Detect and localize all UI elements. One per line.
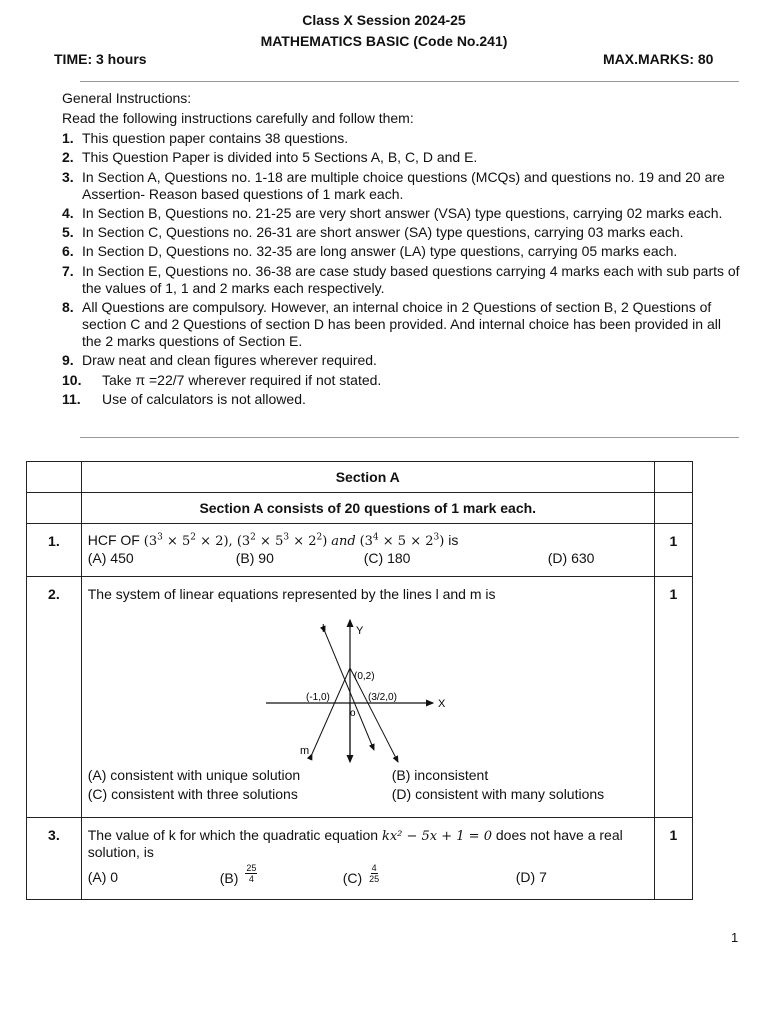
- general-instructions: [62, 90, 742, 410]
- section-subtitle: Section A consists of 20 questions of 1 mark each.: [81, 493, 654, 524]
- question-marks: 1: [654, 577, 692, 818]
- instruction-item: 10. Take π =22/7 wherever required if not stated.: [62, 371, 382, 388]
- instruction-item: 9. Draw neat and clean figures wherever required.: [62, 352, 377, 369]
- line-m: [312, 668, 350, 754]
- line-graph: [88, 602, 648, 767]
- divider: [80, 437, 739, 438]
- question-body: [81, 818, 654, 900]
- question-marks: 1: [654, 524, 692, 577]
- option-c: (C) consistent with three solutions: [87, 786, 298, 802]
- question-marks: 1: [654, 818, 692, 900]
- question-body: [81, 577, 654, 818]
- line-m-lower: [350, 668, 398, 762]
- instructions-heading: General Instructions:: [62, 90, 192, 106]
- instruction-item: 5. In Section C, Questions no. 26-31 are short answer (SA) type questions, carrying 03 marks each.: [62, 224, 684, 241]
- label-origin: o: [349, 708, 356, 719]
- divider: [80, 81, 739, 82]
- label-m: m: [299, 745, 309, 757]
- question-number: 1.: [27, 524, 82, 577]
- time-label: TIME: 3 hours: [54, 51, 147, 67]
- question-row: [27, 577, 693, 818]
- page-number: 1: [731, 930, 739, 945]
- question-number: 2.: [27, 577, 82, 818]
- instruction-item: 8. All Questions are compulsory. However, an internal choice in 2 Questions of section B, 2 Questions of section C and 2 Questions of section D has been provided. And internal choice has been provided in all the 2 marks questions of Section E.: [62, 299, 721, 350]
- option-a: (A) 0: [87, 869, 119, 885]
- instructions-intro: Read the following instructions carefully and follow them:: [62, 110, 414, 126]
- section-title: Section A: [81, 462, 654, 493]
- label-y: Y: [355, 625, 364, 637]
- option-d: (D) consistent with many solutions: [391, 786, 605, 802]
- option-a: (A) 450: [87, 550, 134, 566]
- option-c: (C) 180: [363, 550, 411, 566]
- question-row: [27, 524, 693, 577]
- option-b: (B) inconsistent: [391, 767, 489, 783]
- label-l: l: [321, 623, 325, 635]
- question-text: The value of k for which the quadratic equation kx² − 5x + 1 = 0 does not have a real solution, is: [87, 827, 623, 860]
- question-number: 3.: [27, 818, 82, 900]
- option-d: (D) 7: [515, 869, 547, 885]
- question-table: [26, 461, 693, 900]
- instruction-item: 7. In Section E, Questions no. 36-38 are case study based questions carrying 4 marks each with sub parts of the values of 1, 1 and 2 marks each respectively.: [62, 262, 740, 296]
- label-point-0-2: (0,2): [353, 671, 375, 682]
- instruction-item: 4. In Section B, Questions no. 21-25 are very short answer (VSA) type questions, carrying 02 marks each.: [62, 204, 723, 221]
- option-b: (B) 90: [235, 550, 274, 566]
- session-title: Class X Session 2024-25: [302, 12, 466, 28]
- instruction-item: 11. Use of calculators is not allowed.: [62, 390, 306, 407]
- instruction-item: 1. This question paper contains 38 questions.: [62, 130, 349, 146]
- question-text: HCF OF $(3^3 \times 5^2 \times 2)$, $(3^2 \times 5^3 \times 2^2)$ and $(3^4 \times 5 \times 2^3)$ is: [87, 532, 459, 549]
- option-a: (A) consistent with unique solution: [87, 767, 301, 783]
- instructions-list: [62, 130, 742, 408]
- option-b: (B) $\frac{25}{4}$: [219, 863, 257, 887]
- subject-title: MATHEMATICS BASIC (Code No.241): [260, 33, 508, 49]
- instruction-item: 2. This Question Paper is divided into 5 Sections A, B, C, D and E.: [62, 149, 478, 166]
- question-text: The system of linear equations represented by the lines l and m is: [87, 586, 496, 602]
- question-body: [81, 524, 654, 577]
- option-c: (C) $\frac{4}{25}$: [342, 863, 380, 887]
- option-d: (D) 630: [547, 550, 595, 566]
- instruction-item: 6. In Section D, Questions no. 32-35 are long answer (LA) type questions, carrying 05 marks each.: [62, 243, 678, 260]
- label-point-neg1-0: (-1,0): [305, 692, 330, 703]
- label-point-3-2-0: (3/2,0): [367, 692, 397, 703]
- max-marks-label: MAX.MARKS: 80: [603, 51, 714, 67]
- question-row: [27, 818, 693, 900]
- label-x: X: [437, 698, 446, 710]
- instruction-item: 3. In Section A, Questions no. 1-18 are multiple choice questions (MCQs) and questions no. 19 and 20 are Assertion- Reason based questions of 1 mark each.: [62, 168, 725, 202]
